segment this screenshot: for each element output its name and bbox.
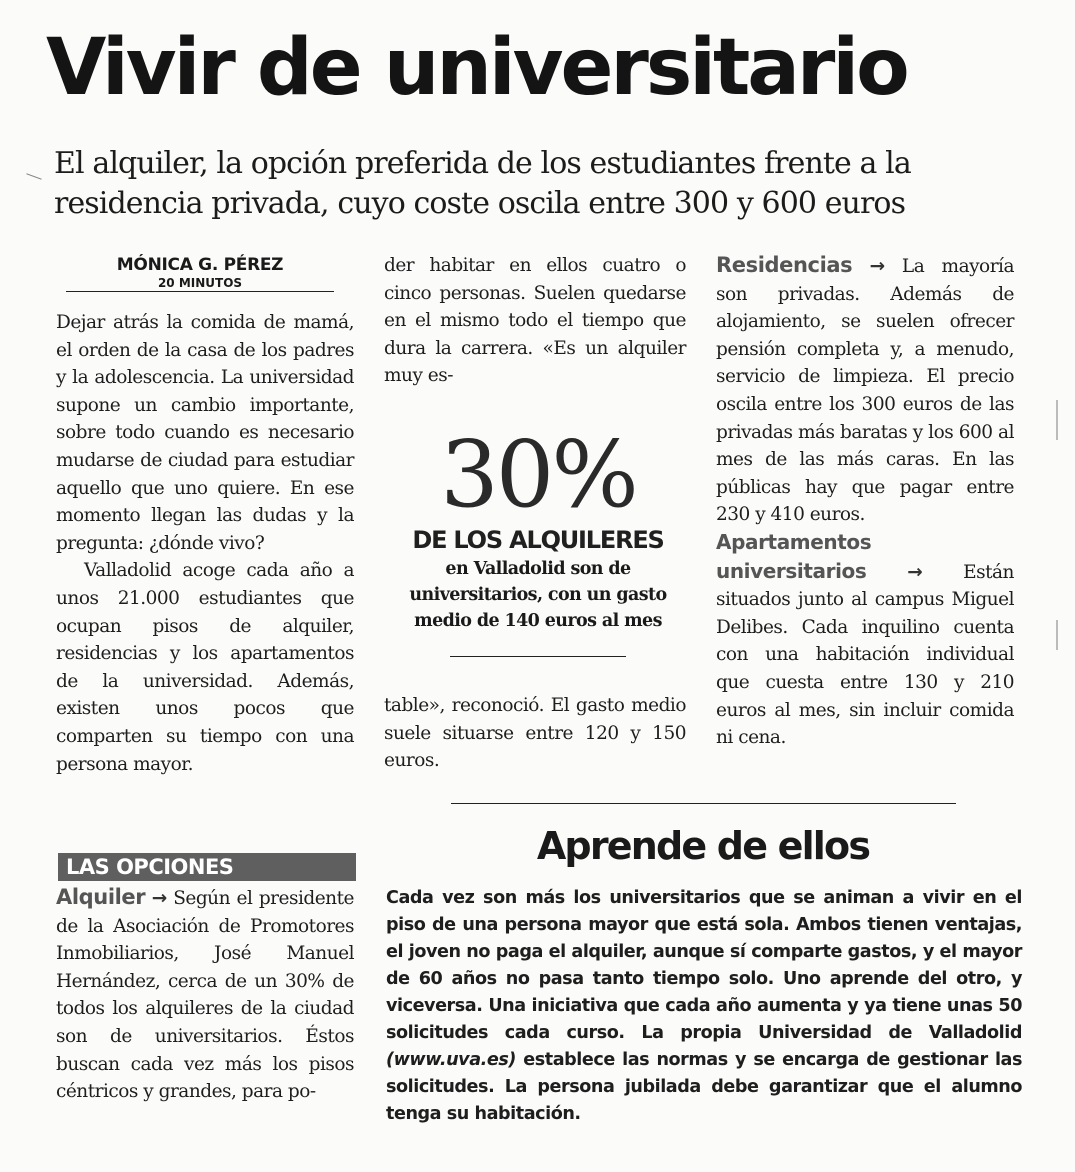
scan-edge-mark: [1056, 400, 1058, 440]
section-label: LAS OPCIONES: [58, 853, 356, 881]
pull-quote-figure: 30%: [440, 421, 636, 528]
residencias-text: La mayoría son privadas. Además de alojamiento, se suelen ofrecer pensión completa y, a menudo, servicio de limpieza. El precio oscila entre los 300 euros de las privadas más baratas y los 600 al mes de las más caras. En las públicas hay que pagar entre 230 y 410 euros.: [716, 256, 1014, 526]
sidebar-url: (www.uva.es): [386, 1050, 516, 1070]
arrow-icon: →: [151, 888, 167, 909]
column-1: [56, 309, 354, 778]
intro-paragraph: Dejar atrás la comida de mamá, el orden de la casa de los padres y la adolescencia. La universidad supone un cambio importante, sobre todo cuando es necesario mudarse de ciudad para estudiar aquello que uno quiere. En ese momento llegan las dudas y la pregunta: ¿dónde vivo?: [56, 312, 354, 554]
alquiler-label: Alquiler: [56, 885, 146, 909]
context-paragraph: Valladolid acoge cada año a unos 21.000 estudiantes que ocupan pisos de alquiler, residencias y los apartamentos de la universidad. Además, existen unos pocos que comparten su tiempo con una persona mayor.: [56, 560, 354, 775]
scan-edge-mark: [1056, 620, 1058, 650]
col2-bottom-paragraph: table», reconoció. El gasto medio suele situarse entre 120 y 150 euros.: [384, 695, 686, 772]
byline-rule: [66, 291, 334, 292]
sidebar-title: Aprende de ellos: [536, 824, 870, 868]
column-2-bottom: [384, 692, 686, 775]
subheadline: El alquiler, la opción preferida de los estudiantes frente a la residencia privada, cuyo coste oscila entre 300 y 600 euros: [54, 146, 911, 221]
apartamentos-text: Están situados junto al campus Miguel Delibes. Cada inquilino cuenta con una habitación individual que cuesta entre 130 y 210 euros al mes, sin incluir comida ni cena.: [716, 561, 1014, 749]
author-name: MÓNICA G. PÉREZ: [116, 255, 284, 275]
apartamentos-paragraph: [716, 529, 1014, 752]
scan-mark: [26, 173, 41, 179]
sidebar-text-before: Cada vez son más los universitarios que se animan a vivir en el piso de una persona mayor que está sola. Ambos tienen ventajas, el joven no paga el alquiler, aunque sí comparte gastos, y el mayor de 60 años no pasa tanto tiempo solo. Uno aprende del otro, y viceversa. Una iniciativa que cada año aumenta y ya tiene unas 50 solicitudes cada curso. La propia Universidad de Valladolid: [386, 888, 1022, 1043]
sidebar-rule: [451, 803, 956, 804]
sidebar-text-after: establece las normas y se encarga de gestionar las solicitudes. La persona jubilada debe garantizar que el alumno tenga su habitación.: [386, 1050, 1022, 1124]
source-label: 20 MINUTOS: [157, 276, 243, 290]
column-2-top: [384, 252, 686, 390]
alquiler-paragraph: [56, 884, 354, 1106]
residencias-label: Residencias: [716, 253, 853, 277]
alquiler-text: Según el presidente de la Asociación de Promotores Inmobiliarios, José Manuel Hernández, cerca de un 30% de todos los alquileres de la ciudad son de universitarios. Éstos buscan cada vez más los pisos céntricos y grandes, para po-: [56, 888, 354, 1103]
pull-quote-text: en Valladolid son de universitarios, con un gasto medio de 140 euros al mes: [409, 559, 667, 631]
arrow-icon: →: [869, 256, 885, 277]
column-3: [716, 252, 1014, 752]
alquiler-section: [56, 884, 354, 1106]
pull-quote: [388, 421, 688, 657]
apartamentos-label: Apartamentos universitarios: [716, 529, 872, 583]
pull-quote-caption: DE LOS ALQUILERES: [412, 526, 664, 554]
pull-quote-rule: [450, 656, 626, 657]
residencias-paragraph: [716, 252, 1014, 529]
sidebar-text: [386, 885, 1022, 1128]
headline: Vivir de universitario: [46, 23, 907, 113]
col2-top-paragraph: der habitar en ellos cuatro o cinco personas. Suelen quedarse en el mismo todo el tiempo que dura la carrera. «Es un alquiler muy es-: [384, 255, 686, 387]
arrow-icon: →: [907, 561, 923, 583]
byline: [66, 254, 334, 292]
